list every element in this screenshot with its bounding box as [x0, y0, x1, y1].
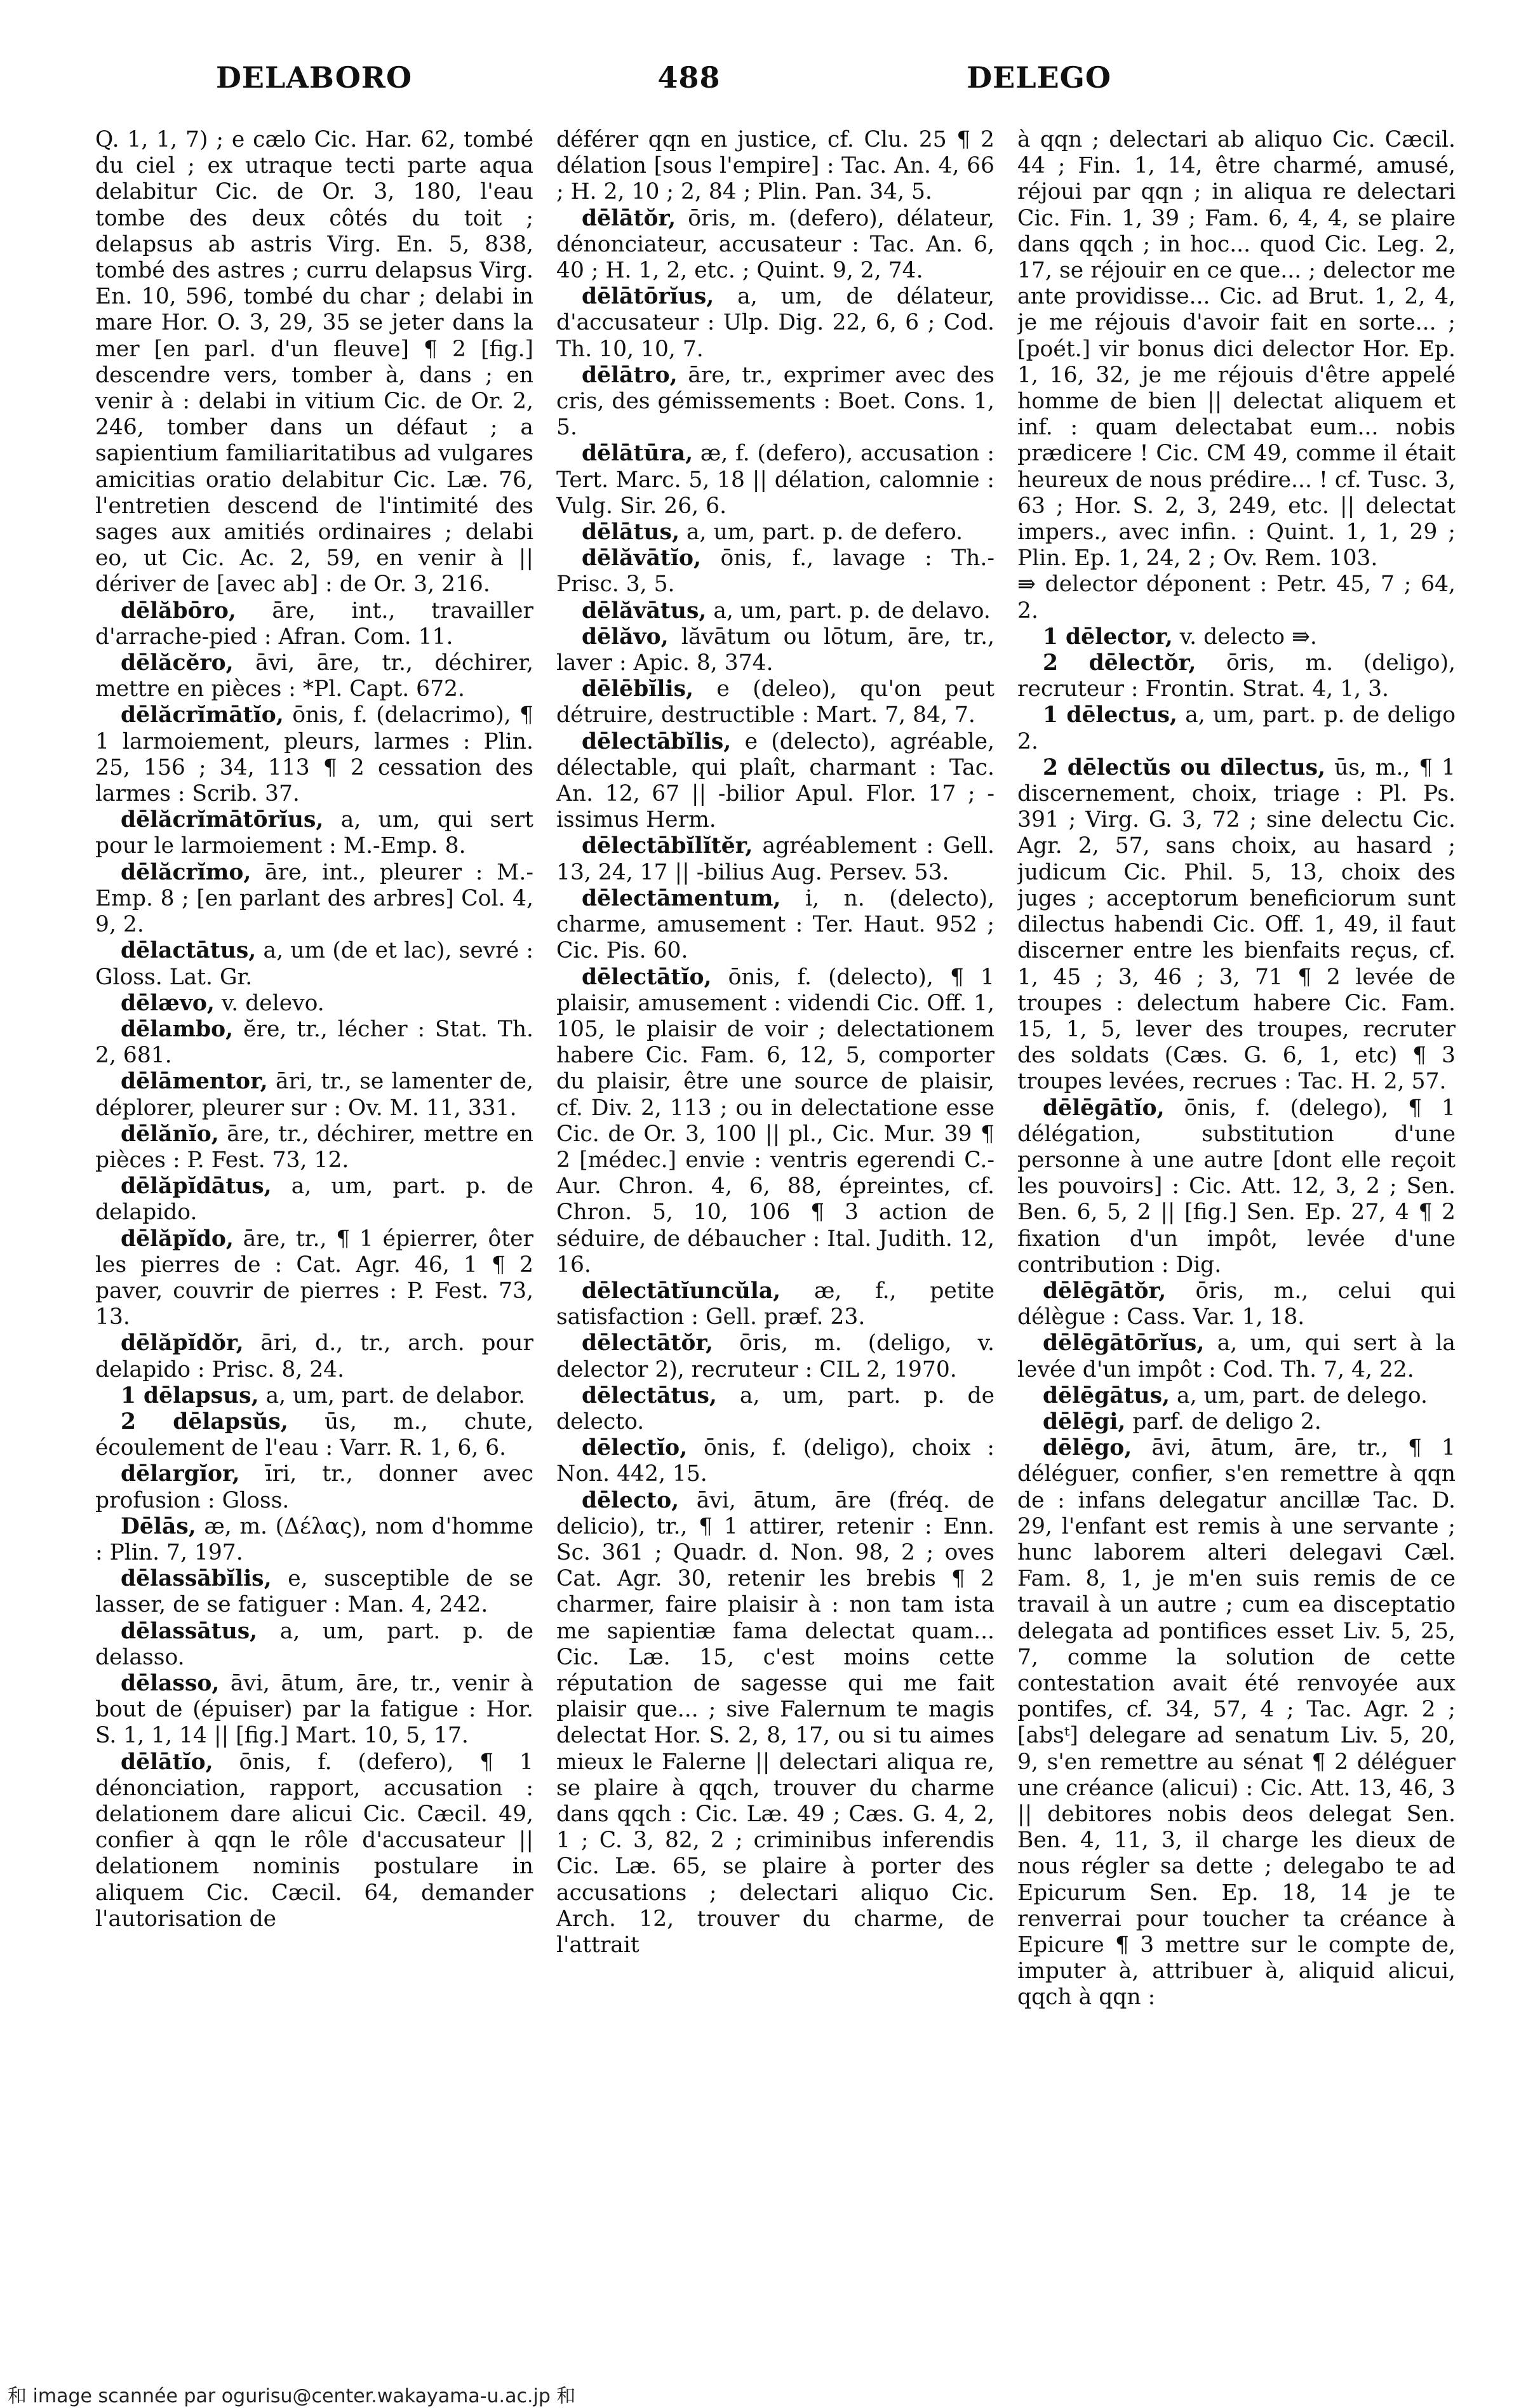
entry-definition: agréablement : Gell. 13, 24, 17 || -bilius Aug. Persev. 53.	[556, 833, 994, 885]
entry-definition: æ, m. (Δέλας), nom d'homme : Plin. 7, 197.	[95, 1513, 533, 1565]
entry-headword: dēlāmentor,	[121, 1069, 268, 1095]
dictionary-entry	[556, 519, 994, 545]
entry-definition: i, n. (delecto), charme, amusement : Ter. Haut. 952 ; Cic. Pis. 60.	[556, 885, 994, 964]
entry-definition: āvi, āre, tr., déchirer, mettre en pièces : *Pl. Capt. 672.	[95, 650, 533, 702]
dictionary-entry	[95, 860, 533, 939]
dictionary-entry	[556, 624, 994, 676]
dictionary-entry	[1017, 624, 1456, 650]
entry-headword: dēlargĭor,	[121, 1461, 240, 1487]
entry-headword: dēlēbĭlis,	[582, 676, 694, 702]
entry-headword: Dēlās,	[121, 1513, 196, 1539]
dictionary-entry	[95, 1017, 533, 1069]
entry-definition: ōnis, f. (delacrimo), ¶ 1 larmoiement, pleurs, larmes : Plin. 25, 156 ; 34, 113 ¶ 2 cessation des larmes : Scrib. 37.	[95, 702, 533, 807]
dictionary-entry	[556, 1435, 994, 1487]
entry-headword: dēlectātus,	[582, 1382, 717, 1408]
dictionary-entry	[95, 1226, 533, 1331]
column-1	[95, 127, 533, 2337]
dictionary-entry	[95, 650, 533, 702]
entry-headword: dēlātĭo,	[121, 1749, 213, 1775]
column-2	[556, 127, 994, 2337]
entry-headword: dēlectābĭlĭtĕr,	[582, 833, 753, 859]
entry-headword: dēlectĭo,	[582, 1435, 688, 1461]
entry-definition: āre, int., pleurer : M.-Emp. 8 ; [en parlant des arbres] Col. 4, 9, 2.	[95, 859, 533, 938]
dictionary-entry	[1017, 1278, 1456, 1330]
entry-headword: dēlăvātus,	[582, 598, 707, 624]
dictionary-entry	[95, 127, 533, 598]
entry-definition: ōris, m. (deligo, v. delector 2), recruteur : CIL 2, 1970.	[556, 1330, 994, 1382]
dictionary-entry	[556, 545, 994, 598]
dictionary-entry	[95, 1514, 533, 1566]
entry-headword: dēlăcrĭmātōrĭus,	[121, 807, 324, 833]
entry-headword: dēlănĭo,	[121, 1121, 219, 1147]
entry-headword: dēlēgātŏr,	[1043, 1278, 1167, 1304]
entry-headword: dēlēgātus,	[1043, 1382, 1170, 1408]
entry-definition: ōnis, f. (deligo), choix : Non. 442, 15.	[556, 1435, 994, 1487]
entry-definition: āre, int., travailler d'arrache-pied : Afran. Com. 11.	[95, 598, 533, 650]
entry-definition: āri, tr., se lamenter de, déplorer, pleurer sur : Ov. M. 11, 331.	[95, 1069, 533, 1121]
entry-definition: a, um, qui sert pour le larmoiement : M.-Emp. 8.	[95, 807, 533, 859]
entry-headword: dēlambo,	[121, 1016, 234, 1042]
entry-definition: āvi, ātum, āre, tr., venir à bout de (épuiser) par la fatigue : Hor. S. 1, 1, 14 || [fig.] Mart. 10, 5, 17.	[95, 1670, 533, 1749]
entry-definition: æ, f. (defero), accusation : Tert. Marc. 5, 18 || délation, calomnie : Vulg. Sir. 26, 6.	[556, 441, 994, 519]
dictionary-entry	[95, 1566, 533, 1618]
column-3	[1017, 127, 1456, 2337]
entry-definition: à qqn ; delectari ab aliquo Cic. Cæcil. 44 ; Fin. 1, 14, être charmé, amusé, réjoui par qqn ; in aliqua re delectari Cic. Fin. 1, 39 ; Fam. 6, 4, 4, se plaire dans qqch ; in hoc... quod Cic. Leg. 2, 17, se réjouir en ce que... ; delector me ante providisse... Cic. ad Brut. 1, 2, 4, je me réjouis d'avoir fait en sorte... ; [poét.] vir bonus dici delector Hor. Ep. 1, 16, 32, je me réjouis d'être appelé homme de bien || delectat aliquem et inf. : quam delectabat eum... nobis prædicere ! Cic. CM 49, comme il était heureux de nous prédire... ! cf. Tusc. 3, 63 ; Hor. S. 2, 3, 249, etc. || delectat impers., avec infin. : Quint. 1, 1, 29 ; Plin. Ep. 1, 24, 2 ; Ov. Rem. 103.	[1017, 127, 1456, 572]
dictionary-columns	[95, 127, 1537, 2343]
entry-definition: āre, tr., ¶ 1 épierrer, ôter les pierres de : Cat. Agr. 46, 1 ¶ 2 paver, couvrir de pierres : P. Fest. 73, 13.	[95, 1226, 533, 1330]
entry-definition: e (deleo), qu'on peut détruire, destructible : Mart. 7, 84, 7.	[556, 676, 994, 728]
dictionary-entry	[1017, 650, 1456, 702]
dictionary-entry	[1017, 1383, 1456, 1409]
entry-definition: a, um, part. p. de delecto.	[556, 1382, 994, 1435]
dictionary-entry	[95, 1749, 533, 1932]
entry-headword: dēlævo,	[121, 990, 215, 1016]
entry-definition: ōris, m., celui qui délègue : Cass. Var. 1, 18.	[1017, 1278, 1456, 1330]
entry-definition: ōnis, f. (delego), ¶ 1 délégation, substitution d'une personne à une autre [dont elle reçoit les pouvoirs] : Cic. Att. 12, 3, 2 ; Sen. Ben. 6, 5, 2 || [fig.] Sen. Ep. 27, 4 ¶ 2 fixation d'un impôt, levée d'une contribution : Dig.	[1017, 1095, 1456, 1278]
entry-headword: 2 dēlectŏr,	[1043, 650, 1196, 676]
dictionary-entry	[95, 1330, 533, 1382]
dictionary-entry	[1017, 572, 1456, 624]
dictionary-entry	[95, 598, 533, 650]
entry-headword: dēlēgo,	[1043, 1435, 1132, 1461]
dictionary-entry	[95, 807, 533, 859]
entry-definition: āvi, ātum, āre (fréq. de delicio), tr., ¶ 1 attirer, retenir : Enn. Sc. 361 ; Quadr. d. Non. 98, 2 ; oves Cat. Agr. 30, retenir les brebis ¶ 2 charmer, faire plaisir à : non tam ista me sapientiæ fama delectat quam... Cic. Læ. 15, c'est moins cette réputation de sagesse qui me fait plaisir que... ; sive Falernum te magis delectat Hor. S. 2, 8, 17, ou si tu aimes mieux le Falerne || delectari aliqua re, se plaire à qqch, trouver du charme dans qqch : Cic. Læ. 49 ; Cæs. G. 4, 2, 1 ; C. 3, 82, 2 ; criminibus inferendis Cic. Læ. 65, se plaire à porter des accusations ; delectari aliquo Cic. Arch. 12, trouver du charme, de l'attrait	[556, 1487, 994, 1958]
dictionary-entry	[556, 965, 994, 1278]
running-header	[95, 60, 1283, 111]
entry-headword: dēlectābĭlis,	[582, 728, 732, 754]
scan-credit: 和 image scannée par ogurisu@center.wakayama-u.ac.jp 和	[8, 2385, 576, 2407]
entry-definition: lăvātum ou lōtum, āre, tr., laver : Apic. 8, 374.	[556, 624, 994, 676]
entry-definition: ōnis, f. (defero), ¶ 1 dénonciation, rapport, accusation : delationem dare alicui Cic. Cæcil. 49, confier à qqn le rôle d'accusateur || delationem nominis postulare in aliquem Cic. Cæcil. 64, demander l'autorisation de	[95, 1749, 533, 1932]
dictionary-entry	[556, 1278, 994, 1330]
entry-definition: a, um, qui sert à la levée d'un impôt : Cod. Th. 7, 4, 22.	[1017, 1330, 1456, 1382]
dictionary-entry	[95, 1174, 533, 1226]
page-number: 488	[657, 60, 721, 95]
dictionary-entry	[95, 991, 533, 1017]
dictionary-entry	[556, 1383, 994, 1435]
entry-headword: dēlēgātōrĭus,	[1043, 1330, 1205, 1356]
entry-definition: āvi, ātum, āre, tr., ¶ 1 déléguer, confier, s'en remettre à qqn de : infans delegatur ancillæ Tac. D. 29, l'enfant est remis à une servante ; hunc laborem alteri delegavi Cæl. Fam. 8, 1, je m'en suis remis de ce travail à un autre ; cum ea disceptatio delegata ad pontifices esset Liv. 5, 25, 7, comme la solution de cette contestation avait été renvoyée aux pontifes, cf. 34, 57, 4 ; Tac. Agr. 2 ; [absᵗ] delegare ad senatum Liv. 5, 20, 9, s'en remettre au sénat ¶ 2 déléguer une créance (alicui) : Cic. Att. 13, 46, 3 || debitores nobis deos delegat Sen. Ben. 4, 11, 3, il charge les dieux de nous régler sa dette ; delegabo te ad Epicurum Sen. Ep. 18, 14 je te renverrai pour toucher ta créance à Epicure ¶ 3 mettre sur le compte de, imputer à, attribuer à, aliquid alicui, qqch à qqn :	[1017, 1435, 1456, 2010]
dictionary-entry	[556, 1488, 994, 1959]
entry-definition: ōris, m. (deligo), recruteur : Frontin. Strat. 4, 1, 3.	[1017, 650, 1456, 702]
entry-definition: Q. 1, 1, 7) ; e cælo Cic. Har. 62, tombé du ciel ; ex utraque tecti parte aqua delabitur Cic. de Or. 3, 180, l'eau tombe des deux côtés du toit ; delapsus ab astris Virg. En. 5, 838, tombé des astres ; curru delapsus Virg. En. 10, 596, tombé du char ; delabi in mare Hor. O. 3, 29, 35 se jeter dans la mer [en parl. d'un fleuve] ¶ 2 [fig.] descendre vers, tomber à, dans ; en venir à : delabi in vitium Cic. de Or. 2, 246, tomber dans un défaut ; a sapientium familiaritatibus ad vulgares amicitias oratio delabitur Cic. Læ. 76, l'entretien descend de l'intimité des sages aux amitiés ordinaires ; delabi eo, ut Cic. Ac. 2, 59, en venir à || dériver de [avec ab] : de Or. 3, 216.	[95, 127, 533, 598]
entry-headword: dēlăpĭdŏr,	[121, 1330, 244, 1356]
dictionary-entry	[556, 127, 994, 206]
entry-definition: a, um, part. p. de defero.	[686, 519, 963, 545]
entry-headword: dēlăcĕro,	[121, 650, 234, 676]
dictionary-entry	[95, 1409, 533, 1461]
entry-headword: dēlātus,	[582, 519, 680, 545]
dictionary-entry	[1017, 1095, 1456, 1278]
entry-headword: dēlātōrĭus,	[582, 284, 714, 310]
entry-headword: dēlăvātĭo,	[582, 545, 701, 572]
entry-headword: dēlectātĭo,	[582, 964, 712, 990]
entry-definition: ōnis, f., lavage : Th.-Prisc. 3, 5.	[556, 545, 994, 598]
entry-headword: dēlectāmentum,	[582, 885, 781, 911]
entry-definition: a, um (de et lac), sevré : Gloss. Lat. Gr.	[95, 938, 533, 990]
dictionary-entry	[1017, 1409, 1456, 1435]
entry-headword: dēlasso,	[121, 1670, 220, 1696]
entry-definition: ōris, m. (defero), délateur, dénonciateur, accusateur : Tac. An. 6, 40 ; H. 1, 2, etc. ; Quint. 9, 2, 74.	[556, 205, 994, 284]
dictionary-entry	[556, 833, 994, 885]
dictionary-entry	[1017, 1435, 1456, 2010]
entry-headword: 1 dēlapsus,	[121, 1382, 259, 1408]
entry-definition: æ, f., petite satisfaction : Gell. præf. 23.	[556, 1278, 994, 1330]
header-left-guideword: DELABORO	[216, 60, 413, 95]
entry-definition: a, um, part. de delego.	[1177, 1382, 1428, 1408]
entry-definition: parf. de deligo 2.	[1132, 1408, 1322, 1435]
dictionary-entry	[556, 676, 994, 728]
dictionary-entry	[556, 1330, 994, 1382]
entry-definition: e (delecto), agréable, délectable, qui plaît, charmant : Tac. An. 12, 67 || -bilior Apul. Flor. 17 ; -issimus Herm.	[556, 728, 994, 833]
entry-headword: 2 dēlectŭs ou dīlectus,	[1043, 754, 1326, 780]
entry-headword: 2 dēlapsŭs,	[121, 1408, 288, 1435]
entry-definition: āre, tr., déchirer, mettre en pièces : P. Fest. 73, 12.	[95, 1121, 533, 1173]
dictionary-entry	[95, 1121, 533, 1174]
dictionary-entry	[1017, 702, 1456, 754]
dictionary-entry	[95, 1671, 533, 1749]
dictionary-entry	[95, 1383, 533, 1409]
dictionary-entry	[95, 1619, 533, 1671]
entry-definition: v. delecto ⇛.	[1179, 624, 1317, 650]
entry-definition: a, um, part. p. de delapido.	[95, 1174, 533, 1226]
dictionary-entry	[556, 206, 994, 284]
entry-headword: dēlactātus,	[121, 938, 257, 964]
dictionary-entry	[556, 886, 994, 965]
entry-headword: dēlăpĭdātus,	[121, 1174, 272, 1200]
entry-definition: īri, tr., donner avec profusion : Gloss.	[95, 1461, 533, 1513]
dictionary-entry	[556, 363, 994, 441]
entry-headword: dēlātūra,	[582, 441, 693, 467]
entry-definition: ūs, m., chute, écoulement de l'eau : Varr. R. 1, 6, 6.	[95, 1408, 533, 1461]
entry-headword: dēlăbōro,	[121, 598, 236, 624]
entry-headword: dēlectātĭuncŭla,	[582, 1278, 781, 1304]
entry-definition: ĕre, tr., lécher : Stat. Th. 2, 681.	[95, 1016, 533, 1069]
entry-definition: āri, d., tr., arch. pour delapido : Prisc. 8, 24.	[95, 1330, 533, 1382]
dictionary-entry	[95, 938, 533, 990]
entry-definition: e, susceptible de se lasser, de se fatiguer : Man. 4, 242.	[95, 1566, 533, 1618]
entry-definition: ūs, m., ¶ 1 discernement, choix, triage : Pl. Ps. 391 ; Virg. G. 3, 72 ; sine delectu Cic. Agr. 2, 57, sans choix, au hasard ; judicum Cic. Phil. 5, 13, choix des juges ; acceptorum beneficiorum sunt dilectus habendi Cic. Off. 1, 49, il faut discerner entre les bienfaits reçus, cf. 1, 45 ; 3, 46 ; 3, 71 ¶ 2 levée de troupes : delectum habere Cic. Fam. 15, 1, 5, lever des troupes, recruter des soldats (Cæs. G. 6, 1, etc) ¶ 3 troupes levées, recrues : Tac. H. 2, 57.	[1017, 754, 1456, 1095]
entry-headword: dēlassātus,	[121, 1618, 258, 1644]
entry-definition: a, um, part. p. de delasso.	[95, 1618, 533, 1670]
entry-headword: 1 dēlector,	[1043, 624, 1173, 650]
dictionary-entry	[1017, 1330, 1456, 1382]
entry-headword: dēlăvo,	[582, 624, 669, 650]
dictionary-entry	[556, 598, 994, 624]
entry-definition: v. delevo.	[221, 990, 325, 1016]
dictionary-entry	[95, 702, 533, 807]
dictionary-entry	[556, 729, 994, 834]
dictionary-entry	[556, 441, 994, 519]
header-right-guideword: DELEGO	[967, 60, 1111, 95]
entry-headword: dēlăcrĭmo,	[121, 859, 251, 885]
dictionary-entry	[95, 1069, 533, 1121]
entry-headword: dēlātŏr,	[582, 205, 676, 231]
entry-headword: dēlēgi,	[1043, 1408, 1126, 1435]
entry-headword: dēlassābĭlis,	[121, 1566, 272, 1592]
dictionary-entry	[1017, 127, 1456, 572]
entry-definition: ōnis, f. (delecto), ¶ 1 plaisir, amusement : videndi Cic. Off. 1, 105, le plaisir de voir ; delectationem habere Cic. Fam. 6, 12, 5, comporter du plaisir, être une source de plaisir, cf. Div. 2, 113 ; ou in delectatione esse Cic. de Or. 3, 100 || pl., Cic. Mur. 39 ¶ 2 [médec.] envie : ventris egerendi C.-Aur. Chron. 4, 6, 88, épreintes, cf. Chron. 5, 10, 106 ¶ 3 action de séduire, de débaucher : Ital. Judith. 12, 16.	[556, 964, 994, 1278]
entry-definition: ⇛ delector déponent : Petr. 45, 7 ; 64, 2.	[1017, 572, 1456, 624]
entry-definition: a, um, de délateur, d'accusateur : Ulp. Dig. 22, 6, 6 ; Cod. Th. 10, 10, 7.	[556, 284, 994, 362]
dictionary-entry	[556, 284, 994, 363]
entry-headword: dēlecto,	[582, 1487, 680, 1513]
entry-definition: a, um, part. p. de deligo 2.	[1017, 702, 1456, 754]
entry-definition: déférer qqn en justice, cf. Clu. 25 ¶ 2 délation [sous l'empire] : Tac. An. 4, 66 ; H. 2, 10 ; 2, 84 ; Plin. Pan. 34, 5.	[556, 127, 994, 205]
entry-definition: a, um, part. p. de delavo.	[713, 598, 991, 624]
entry-headword: dēlēgātĭo,	[1043, 1095, 1165, 1121]
entry-headword: dēlātro,	[582, 362, 678, 388]
entry-definition: a, um, part. de delabor.	[265, 1382, 526, 1408]
entry-headword: dēlăcrĭmātĭo,	[121, 702, 284, 728]
entry-definition: āre, tr., exprimer avec des cris, des gémissements : Boet. Cons. 1, 5.	[556, 362, 994, 441]
entry-headword: 1 dēlectus,	[1043, 702, 1177, 728]
entry-headword: dēlăpĭdo,	[121, 1226, 234, 1252]
dictionary-entry	[95, 1461, 533, 1513]
dictionary-entry	[1017, 755, 1456, 1095]
entry-headword: dēlectātŏr,	[582, 1330, 714, 1356]
